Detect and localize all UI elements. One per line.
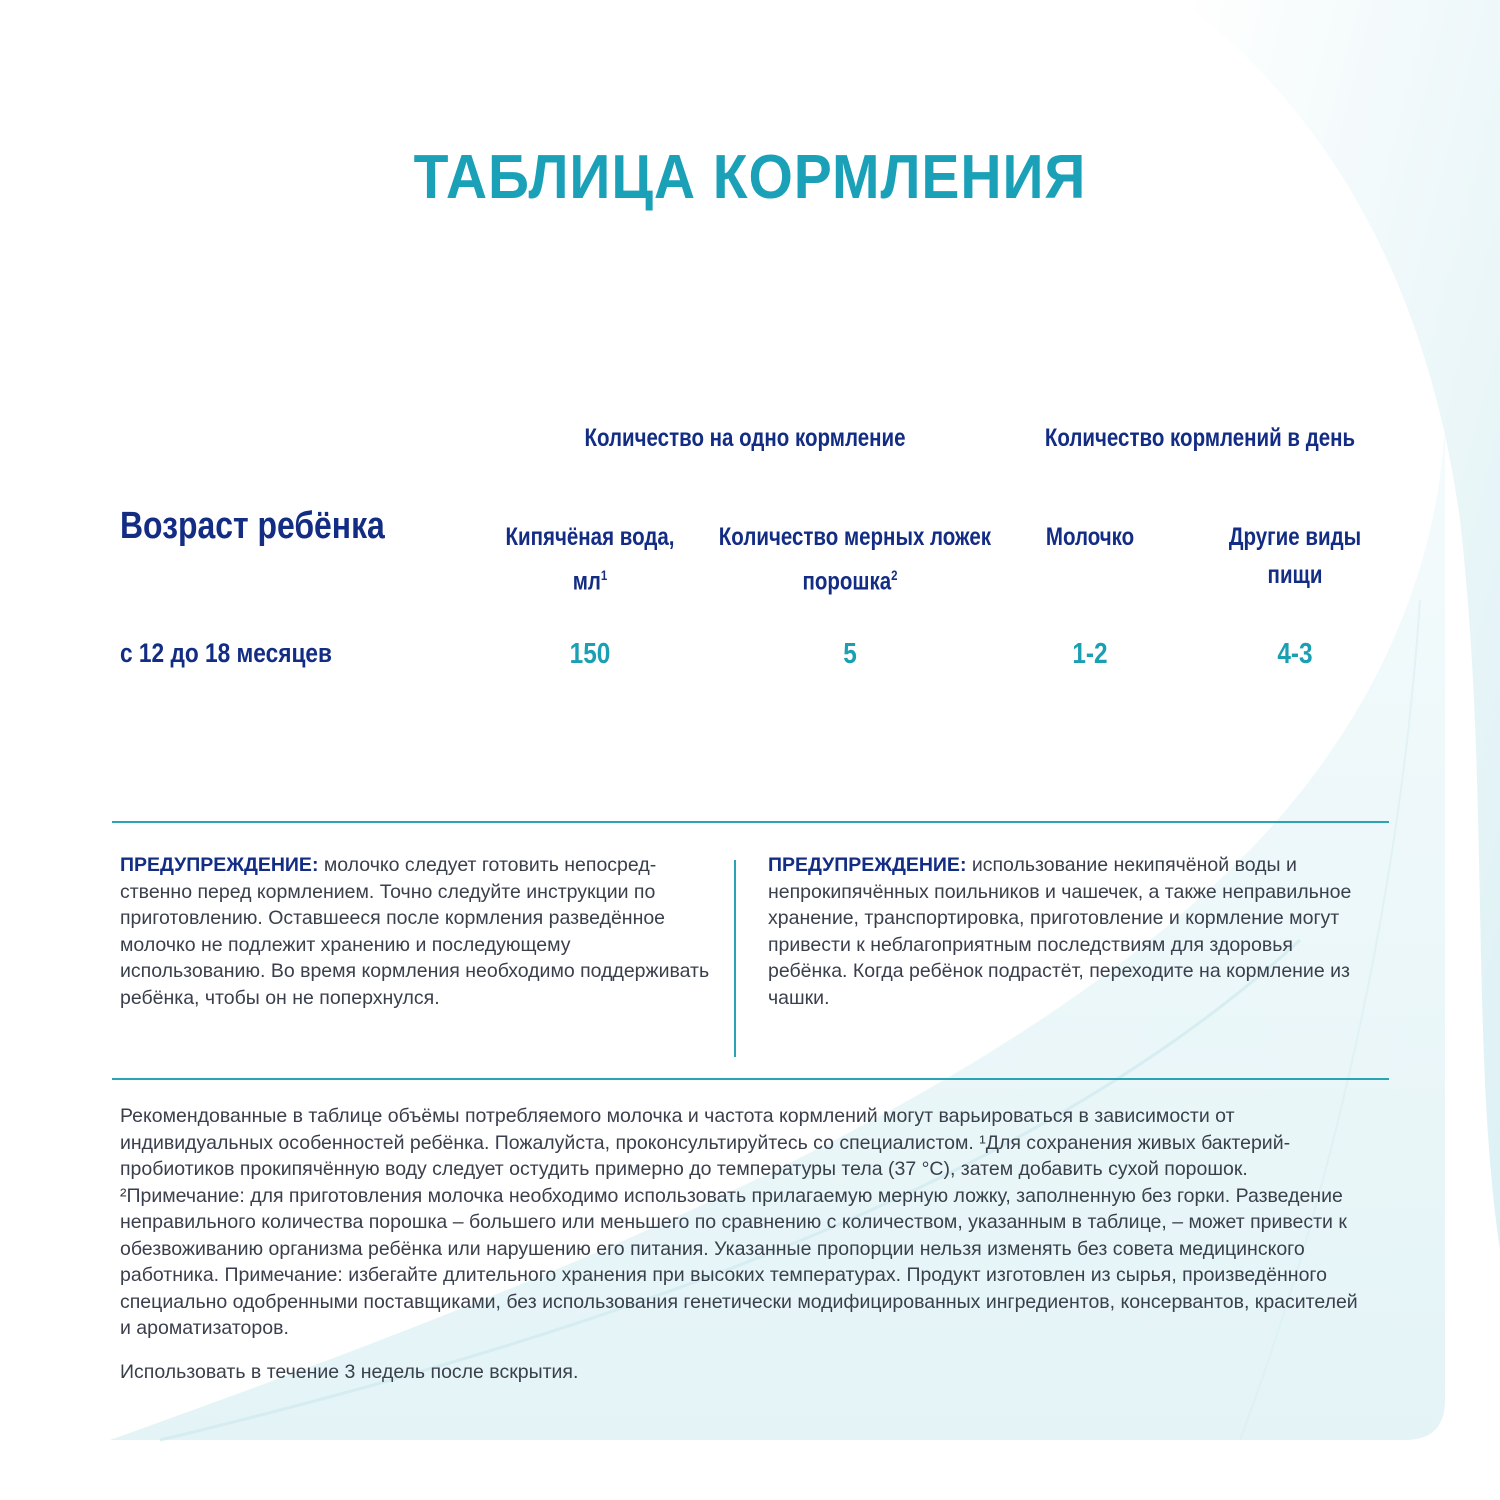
warning-label: ПРЕДУПРЕЖДЕНИЕ: — [768, 854, 967, 876]
table-cell-other-food: 4-3 — [1277, 638, 1313, 670]
group-header-per-day: Количество кормлений в день — [1044, 424, 1356, 452]
column-header-water — [492, 518, 689, 600]
table-cell-water: 150 — [569, 638, 611, 670]
column-header-scoops-line2: порошка — [802, 567, 892, 596]
page-title: ТАБЛИЦА КОРМЛЕНИЯ — [413, 143, 1087, 212]
warning-preparation — [120, 852, 720, 1011]
footnotes — [120, 1103, 1370, 1402]
column-header-water-line1: Кипячёная вода, — [505, 523, 675, 551]
column-header-scoops — [718, 518, 991, 600]
divider-top — [112, 821, 1389, 823]
warning-text: использование некипячёной воды и непрокипячённых поильников и чашечек, а также неправильное хранение, транспортировка, приготовление и кормление могут привести к неблагоприятным последствиям для здоровья ребёнка. Когда ребёнок подрастёт, переходите на кормление из чашки. — [768, 854, 1352, 1009]
column-header-scoops-line1: Количество мерных ложек — [718, 523, 991, 551]
footnote-marker-1: 1 — [600, 567, 608, 583]
column-header-other-food-line1: Другие виды — [1228, 523, 1362, 551]
footnotes-main: Рекомендованные в таблице объёмы потребляемого молочка и частота кормлений могут варьироваться в зависимости от индивидуальных особенностей ребёнка. Пожалуйста, проконсультируйтесь со специалистом. ¹Для сохранения живых бактерий-пробиотиков прокипячённую воду следует остудить примерно до температуры тела (37 °С), затем добавить сухой порошок. ²Примечание: для приготовления молочка необходимо использовать прилагаемую мерную ложку, заполненную без горки. Разведение неправильного количества порошка – большего или меньшего по сравнению с количеством, указанным в таблице, – может привести к обезвоживанию организма ребёнка или нарушению его питания. Указанные пропорции нельзя изменять без совета медицинского работника. Примечание: избегайте длительного хранения при высоких температурах. Продукт изготовлен из сырья, произведённого специально одобренными поставщиками, без использования генетически модифицированных ингредиентов, консервантов, красителей и ароматизаторов. — [120, 1105, 1358, 1339]
table-cell-scoops: 5 — [843, 638, 857, 670]
group-header-per-feeding: Количество на одно кормление — [584, 424, 906, 452]
divider-vertical — [734, 860, 736, 1057]
divider-bottom — [112, 1078, 1389, 1080]
warning-hygiene — [768, 852, 1368, 1011]
age-column-header: Возраст ребёнка — [120, 505, 385, 547]
warning-label: ПРЕДУПРЕЖДЕНИЕ: — [120, 854, 319, 876]
footnote-marker-2: 2 — [891, 567, 898, 583]
column-header-formula-line1: Молочко — [1045, 523, 1135, 551]
warning-text: молочко следует готовить непосредственно перед кормлением. Точно следуйте инструкции по приготовлению. Оставшееся после кормления разведённое молочко не подлежит хранению и последующему использованию. Во время кормления необходимо поддерживать ребёнка, чтобы он не поперхнулся. — [120, 854, 710, 1009]
table-row-age: с 12 до 18 месяцев — [120, 638, 332, 668]
column-header-other-food-line2: пищи — [1267, 561, 1323, 589]
column-header-water-line2: мл — [572, 567, 601, 596]
table-cell-formula: 1-2 — [1072, 638, 1108, 670]
column-header-formula — [1016, 518, 1164, 556]
shelf-life-note: Использовать в течение 3 недель после вскрытия. — [120, 1360, 579, 1383]
column-header-other-food — [1221, 518, 1369, 594]
